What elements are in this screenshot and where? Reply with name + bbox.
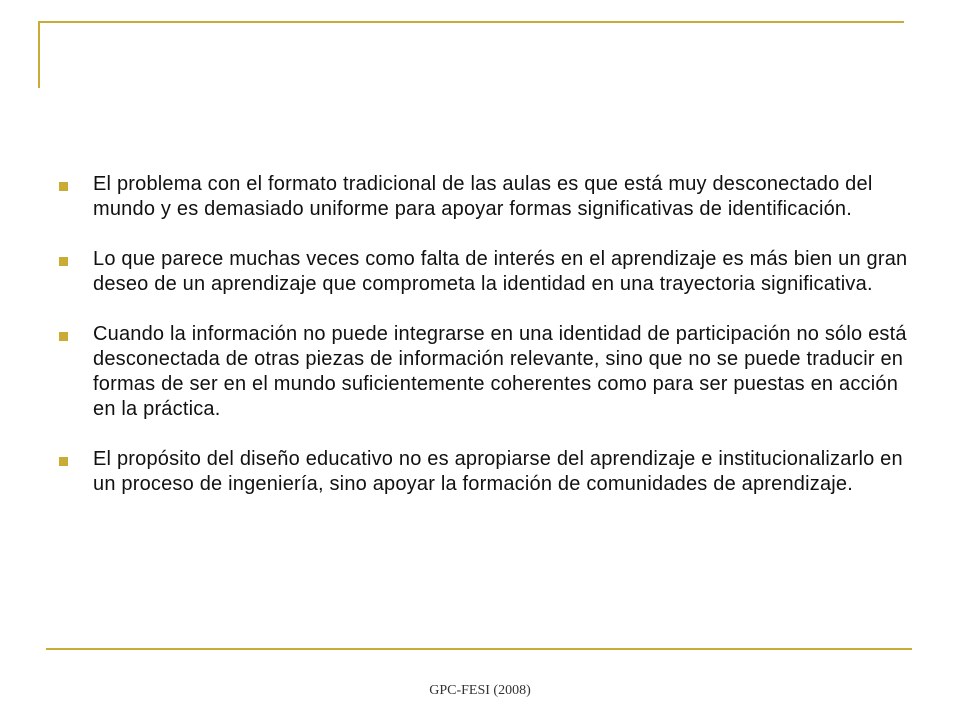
- footer-credit: GPC-FESI (2008): [429, 683, 531, 698]
- bullet-text: Cuando la información no puede integrarse en una identidad de participación no sólo está desconectada de otras piezas de información relevante, sino que no se puede traducir en formas de ser en el mundo suficientemente coherentes como para ser puestas en acción en la práctica.: [93, 323, 907, 420]
- square-bullet-icon: [59, 457, 68, 466]
- bullet-item: [57, 322, 917, 422]
- bullet-text: Lo que parece muchas veces como falta de interés en el aprendizaje es más bien un gran deseo de un aprendizaje que comprometa la identidad en una trayectoria significativa.: [93, 248, 908, 295]
- frame-top-border: [38, 21, 904, 23]
- square-bullet-icon: [59, 182, 68, 191]
- slide-content: [57, 172, 917, 522]
- footer-divider: [46, 648, 912, 650]
- bullet-text: El problema con el formato tradicional de las aulas es que está muy desconectado del mundo y es demasiado uniforme para apoyar formas significativas de identificación.: [93, 173, 873, 220]
- square-bullet-icon: [59, 257, 68, 266]
- bullet-item: [57, 247, 917, 297]
- bullet-text: El propósito del diseño educativo no es apropiarse del aprendizaje e institucionalizarlo en un proceso de ingeniería, sino apoyar la formación de comunidades de aprendizaje.: [93, 448, 903, 495]
- square-bullet-icon: [59, 332, 68, 341]
- frame-left-border: [38, 21, 40, 88]
- bullet-item: [57, 172, 917, 222]
- bullet-item: [57, 447, 917, 497]
